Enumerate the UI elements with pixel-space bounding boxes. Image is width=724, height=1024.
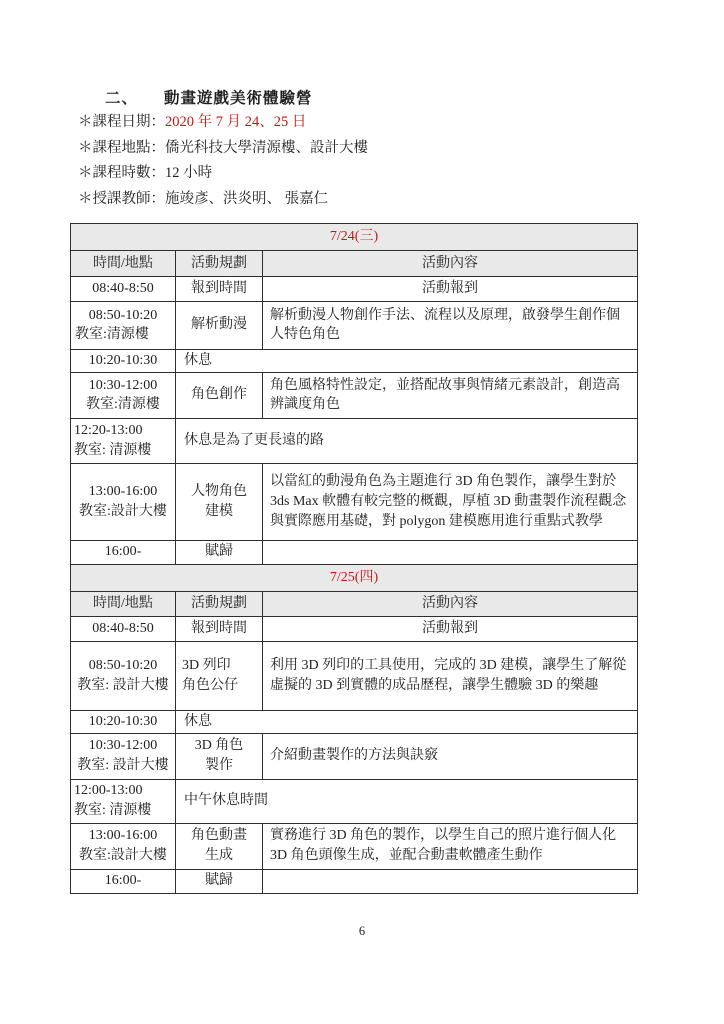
content-cell: 介紹動畫製作的方法與訣竅 — [263, 733, 638, 779]
schedule-row — [71, 540, 638, 564]
info-line-location — [78, 136, 368, 162]
info-label: ＊課程日期： — [78, 114, 165, 130]
schedule-row — [71, 277, 638, 302]
plan-line: 製作 — [205, 758, 233, 774]
day2-date-band — [71, 564, 638, 591]
page-number: 6 — [358, 924, 366, 938]
content-cell: 解析動漫人物創作手法、流程以及原理，啟發學生創作個人特色角色 — [263, 301, 638, 349]
column-header-row — [71, 591, 638, 616]
plan-line: 建模 — [205, 503, 233, 519]
content-cell — [263, 540, 638, 564]
room-text: 教室:清源樓 — [86, 397, 160, 413]
time-cell: 16:00- — [71, 869, 176, 893]
col-header-time: 時間/地點 — [71, 591, 176, 616]
schedule-tables — [70, 223, 638, 894]
plan-cell: 報到時間 — [176, 616, 263, 641]
time-cell — [71, 823, 176, 869]
plan-cell: 賦歸 — [176, 540, 263, 564]
time-text: 08:50-10:20 — [88, 307, 158, 323]
plan-cell: 報到時間 — [176, 277, 263, 302]
title-text: 動畫遊戲美術體驗營 — [164, 90, 313, 107]
time-text: 13:00-16:00 — [88, 484, 158, 499]
time-text: 13:00-16:00 — [88, 828, 158, 844]
plan-cell — [176, 463, 263, 540]
schedule-row — [71, 372, 638, 418]
plan-line: 人物角色 — [191, 484, 247, 499]
content-cell: 利用 3D 列印的工具使用，完成的 3D 建模，讓學生了解從虛擬的 3D 到實體的成品歷程，讓學生體驗 3D 的樂趣 — [263, 641, 638, 710]
course-info — [78, 110, 368, 212]
schedule-row — [71, 823, 638, 869]
plan-cell: 解析動漫 — [176, 301, 263, 349]
time-cell — [71, 418, 176, 463]
room-text: 教室: 設計大樓 — [77, 758, 169, 774]
day1-date-band — [71, 224, 638, 251]
time-cell — [71, 733, 176, 779]
schedule-row — [71, 616, 638, 641]
day1-date: 7/24(三) — [71, 224, 638, 251]
time-cell: 10:20-10:30 — [71, 710, 176, 733]
col-header-content: 活動內容 — [263, 251, 638, 277]
schedule-row — [71, 641, 638, 710]
time-text: 10:30-12:00 — [88, 377, 158, 393]
info-label: ＊課程地點： — [78, 139, 165, 156]
room-text: 教室: 設計大樓 — [77, 677, 169, 693]
plan-line: 角色動畫 — [191, 828, 247, 844]
time-cell: 16:00- — [71, 540, 176, 564]
info-value-hours: 12 小時 — [165, 165, 213, 181]
schedule-row — [71, 733, 638, 779]
col-header-content: 活動內容 — [263, 591, 638, 616]
info-line-date — [78, 110, 368, 136]
content-cell: 活動報到 — [263, 277, 638, 302]
page-title — [105, 86, 313, 108]
room-text: 教室:清源樓 — [75, 327, 149, 343]
col-header-plan: 活動規劃 — [176, 251, 263, 277]
info-label: ＊課程時數： — [78, 165, 165, 181]
time-cell — [71, 779, 176, 823]
column-header-row — [71, 251, 638, 277]
info-line-hours — [78, 161, 368, 187]
time-cell — [71, 641, 176, 710]
plan-line: 生成 — [205, 848, 233, 864]
plan-cell: 角色創作 — [176, 372, 263, 418]
content-cell: 實務進行 3D 角色的製作，以學生自己的照片進行個人化 3D 角色頭像生成，並配合動畫軟體產生動作 — [263, 823, 638, 869]
content-cell: 角色風格特性設定，並搭配故事與情緒元素設計，創造高辨識度角色 — [263, 372, 638, 418]
time-cell: 08:40-8:50 — [71, 616, 176, 641]
time-text: 12:00-13:00 — [74, 783, 143, 799]
time-cell — [71, 301, 176, 349]
plan-cell: 賦歸 — [176, 869, 263, 893]
content-cell: 活動報到 — [263, 616, 638, 641]
room-text: 教室: 清源樓 — [74, 803, 152, 819]
info-line-teachers — [78, 187, 368, 213]
schedule-row — [71, 418, 638, 463]
info-value-location: 僑光科技大學清源樓、設計大樓 — [165, 139, 368, 156]
content-cell: 以當紅的動漫角色為主題進行 3D 角色製作，讓學生對於 3ds Max 軟體有較完整的概觀，厚植 3D 動畫製作流程觀念與實際應用基礎，對 polygon 建模應用進行重點式教學 — [263, 463, 638, 540]
merged-cell: 休息是為了更長遠的路 — [176, 418, 638, 463]
plan-line: 3D 角色 — [194, 738, 244, 754]
time-text: 08:50-10:20 — [88, 657, 158, 673]
schedule-row — [71, 349, 638, 372]
time-cell: 10:20-10:30 — [71, 349, 176, 372]
day2-date: 7/25(四) — [71, 564, 638, 591]
time-cell: 08:40-8:50 — [71, 277, 176, 302]
time-cell — [71, 463, 176, 540]
col-header-time: 時間/地點 — [71, 251, 176, 277]
room-text: 教室:設計大樓 — [79, 503, 167, 519]
content-cell — [263, 869, 638, 893]
schedule-table — [70, 223, 638, 894]
col-header-plan: 活動規劃 — [176, 591, 263, 616]
schedule-row — [71, 779, 638, 823]
info-value-teachers: 施竣彥、洪炎明、 張嘉仁 — [165, 190, 329, 207]
plan-line: 角色公仔 — [182, 677, 238, 693]
schedule-row — [71, 710, 638, 733]
merged-cell: 休息 — [176, 710, 638, 733]
info-value-date: 2020 年 7 月 24、25 日 — [165, 114, 307, 130]
time-text: 10:30-12:00 — [88, 738, 158, 754]
info-label: ＊授課教師： — [78, 190, 165, 207]
room-text: 教室:設計大樓 — [79, 848, 167, 864]
plan-cell — [176, 641, 263, 710]
time-text: 12:20-13:00 — [74, 423, 143, 438]
schedule-row — [71, 463, 638, 540]
schedule-row — [71, 869, 638, 893]
merged-cell: 休息 — [176, 349, 638, 372]
time-cell — [71, 372, 176, 418]
title-section-number: 二、 — [105, 90, 139, 107]
room-text: 教室: 清源樓 — [74, 442, 152, 458]
schedule-row — [71, 301, 638, 349]
plan-cell — [176, 733, 263, 779]
plan-line: 3D 列印 — [182, 657, 231, 673]
plan-cell — [176, 823, 263, 869]
merged-cell: 中午休息時間 — [176, 779, 638, 823]
